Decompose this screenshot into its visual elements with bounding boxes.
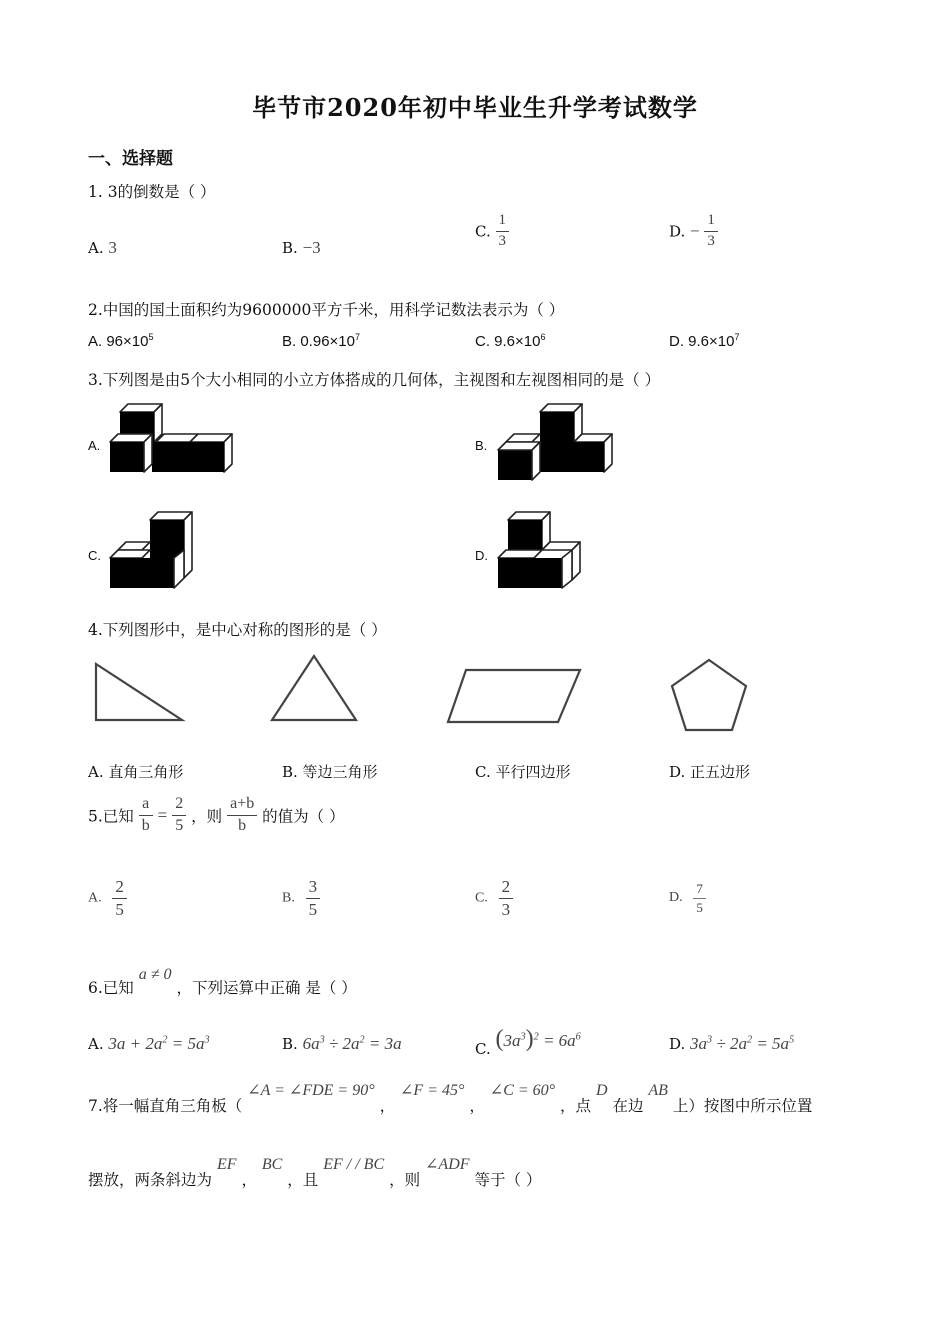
q5-given-num: a <box>139 796 153 816</box>
q4-parallelogram <box>444 666 584 726</box>
q3-c-figure <box>108 510 198 592</box>
q5-eq: = <box>157 805 168 825</box>
q2-option-d[interactable] <box>669 332 739 350</box>
q5-given-fraction <box>139 796 153 835</box>
q7-line2-prefix: 摆放，两条斜边为 <box>88 1171 213 1189</box>
q7-line1-suffix: 上）按图中所示位置 <box>672 1097 813 1115</box>
q4-option-d[interactable]: D. 正五边形 <box>669 763 751 781</box>
q6-stem <box>88 962 357 997</box>
q5-option-c[interactable] <box>475 878 513 919</box>
q7-edge: AB <box>648 1082 668 1099</box>
q6-option-a[interactable] <box>88 1034 210 1054</box>
q5-b-den: 5 <box>308 899 318 919</box>
q1-c-den: 3 <box>498 232 506 249</box>
q3-c-label[interactable]: C. <box>88 548 101 563</box>
q6-option-b[interactable] <box>282 1034 402 1054</box>
q5-c-num: 2 <box>499 878 514 899</box>
q5-d-fraction <box>693 882 706 914</box>
q7-sep1: ， <box>379 1097 396 1115</box>
q7-sep2: ， <box>469 1097 485 1115</box>
q6-b-expr: $6a^3 \div 2a^2 = 3a$ <box>302 1034 402 1053</box>
q2-option-a[interactable] <box>88 332 153 350</box>
q5-a-num: 2 <box>112 878 127 899</box>
q5-expr-den: b <box>238 816 247 834</box>
q5-prefix: 5.已知 <box>88 807 134 826</box>
q5-d-den: 5 <box>696 899 703 915</box>
q5-c-fraction <box>499 878 514 919</box>
q3-a-figure <box>108 402 238 484</box>
q2-a-text: A. 96×10 <box>88 333 149 350</box>
q6-d-label: D. <box>669 1035 686 1053</box>
q1-a-value: 3 <box>108 238 117 257</box>
q4-stem: 4.下列图形中，是中心对称的图形的是（ ） <box>88 621 387 639</box>
q2-option-c[interactable] <box>475 332 545 350</box>
q2-b-exp: 7 <box>354 332 360 342</box>
q7-angle1: ∠A = ∠FDE = 90° <box>247 1082 375 1099</box>
q5-given-rden: 5 <box>175 816 184 834</box>
q5-option-a[interactable] <box>88 878 127 919</box>
q5-c-den: 3 <box>501 899 511 919</box>
q7-angle3: ∠C = 60° <box>489 1082 556 1099</box>
q5-given-den: b <box>141 816 150 834</box>
q1-stem: 1. 3的倒数是（ ） <box>88 183 216 201</box>
q5-expr-fraction <box>227 796 257 835</box>
q1-d-num: 1 <box>704 213 718 232</box>
q6-condition: a ≠ 0 <box>138 966 172 983</box>
q7-line1-prefix: 7.将一幅直角三角板（ <box>88 1097 243 1115</box>
q7-then-text: ，则 <box>389 1171 421 1189</box>
q1-option-b[interactable] <box>282 238 321 258</box>
q7-and-text: ，且 <box>287 1171 319 1189</box>
q1-a-label: A. <box>88 239 104 257</box>
q2-d-exp: 7 <box>734 332 740 342</box>
q7-point-text: ，点 <box>560 1097 592 1115</box>
q7-seg1: EF <box>216 1156 237 1173</box>
q6-a-label: A. <box>88 1035 104 1053</box>
q6-option-d[interactable] <box>669 1034 794 1054</box>
q6-d-expr: $3a^3 \div 2a^2 = 5a^5$ <box>690 1034 795 1053</box>
q5-expr-num: a+b <box>227 796 257 816</box>
q4-option-b[interactable]: B. 等边三角形 <box>282 763 378 781</box>
q2-c-text: C. 9.6×10 <box>475 333 541 350</box>
q5-b-fraction <box>306 878 321 919</box>
q1-c-label: C. <box>475 222 491 241</box>
q7-line2-suffix: 等于（ ） <box>474 1171 542 1189</box>
q1-option-a[interactable] <box>88 238 117 258</box>
q1-option-c[interactable] <box>475 213 509 250</box>
q5-suffix: 的值为（ ） <box>262 807 345 826</box>
q7-angle2: ∠F = 45° <box>400 1082 465 1099</box>
q5-option-b[interactable] <box>282 878 320 919</box>
q5-d-num: 7 <box>693 882 706 899</box>
q1-d-label: D. <box>669 222 686 241</box>
q5-a-label: A. <box>88 890 102 906</box>
q6-c-expr: $(3a^3)^2 = 6a^6$ <box>495 1026 581 1052</box>
q5-stem <box>88 796 345 835</box>
q5-d-label: D. <box>669 890 683 906</box>
q7-parallel: EF / / BC <box>323 1156 385 1173</box>
q3-a-label[interactable]: A. <box>88 438 101 453</box>
q7-sep3: ， <box>241 1171 257 1189</box>
q7-line1 <box>88 1078 813 1115</box>
q3-b-label[interactable]: B. <box>475 438 488 453</box>
q6-b-label: B. <box>282 1035 298 1053</box>
q6-prefix: 6.已知 <box>88 979 134 997</box>
q1-b-label: B. <box>282 239 298 257</box>
q2-stem: 2.中国的国土面积约为9600000平方千米，用科学记数法表示为（ ） <box>88 301 565 319</box>
page-title: 毕节市2020年初中毕业生升学考试数学 <box>252 93 698 122</box>
q7-target: ∠ADF <box>425 1156 470 1173</box>
q1-c-fraction <box>496 213 510 250</box>
q4-equilateral-triangle <box>268 652 360 724</box>
q6-a-expr: $3a + 2a^2 = 5a^3$ <box>108 1034 210 1053</box>
q5-given-rnum: 2 <box>172 796 186 816</box>
q5-a-den: 5 <box>115 899 124 919</box>
q3-stem: 3.下列图是由5个大小相同的小立方体搭成的几何体，主视图和左视图相同的是（ ） <box>88 371 661 389</box>
q5-b-num: 3 <box>306 878 321 899</box>
q3-d-figure <box>496 510 586 592</box>
q5-a-fraction <box>112 878 127 919</box>
q2-b-text: B. 0.96×10 <box>282 333 355 350</box>
q5-given-rfraction <box>172 796 186 835</box>
q6-c-label: C. <box>475 1040 491 1058</box>
q1-c-num: 1 <box>496 213 510 232</box>
q4-right-triangle <box>92 660 187 725</box>
q7-edge-text: 在边 <box>612 1097 644 1115</box>
q7-seg2: BC <box>261 1156 283 1173</box>
q1-d-fraction <box>704 213 718 250</box>
q4-regular-pentagon <box>668 656 750 734</box>
q1-d-den: 3 <box>707 232 715 249</box>
q2-c-exp: 6 <box>540 332 546 342</box>
q1-d-sign: − <box>690 221 700 241</box>
q2-option-b[interactable] <box>282 332 360 350</box>
q6-suffix: ，下列运算中正确 是（ ） <box>176 979 357 997</box>
q2-a-exp: 5 <box>148 332 154 342</box>
q1-option-d[interactable] <box>669 213 718 250</box>
q7-point: D <box>595 1082 608 1099</box>
q4-option-c[interactable]: C. 平行四边形 <box>475 763 571 781</box>
q7-line2 <box>88 1152 542 1189</box>
q3-b-figure <box>496 402 626 484</box>
q5-mid: ，则 <box>191 807 223 826</box>
q4-option-a[interactable]: A. 直角三角形 <box>88 763 184 781</box>
q2-d-text: D. 9.6×10 <box>669 333 735 350</box>
q5-b-label: B. <box>282 890 295 906</box>
q6-option-c[interactable] <box>475 1026 581 1058</box>
q5-c-label: C. <box>475 890 488 906</box>
q3-d-label[interactable]: D. <box>475 548 488 563</box>
section-heading: 一、选择题 <box>88 149 173 169</box>
q1-b-value: −3 <box>302 238 321 257</box>
q5-option-d[interactable] <box>669 882 706 914</box>
